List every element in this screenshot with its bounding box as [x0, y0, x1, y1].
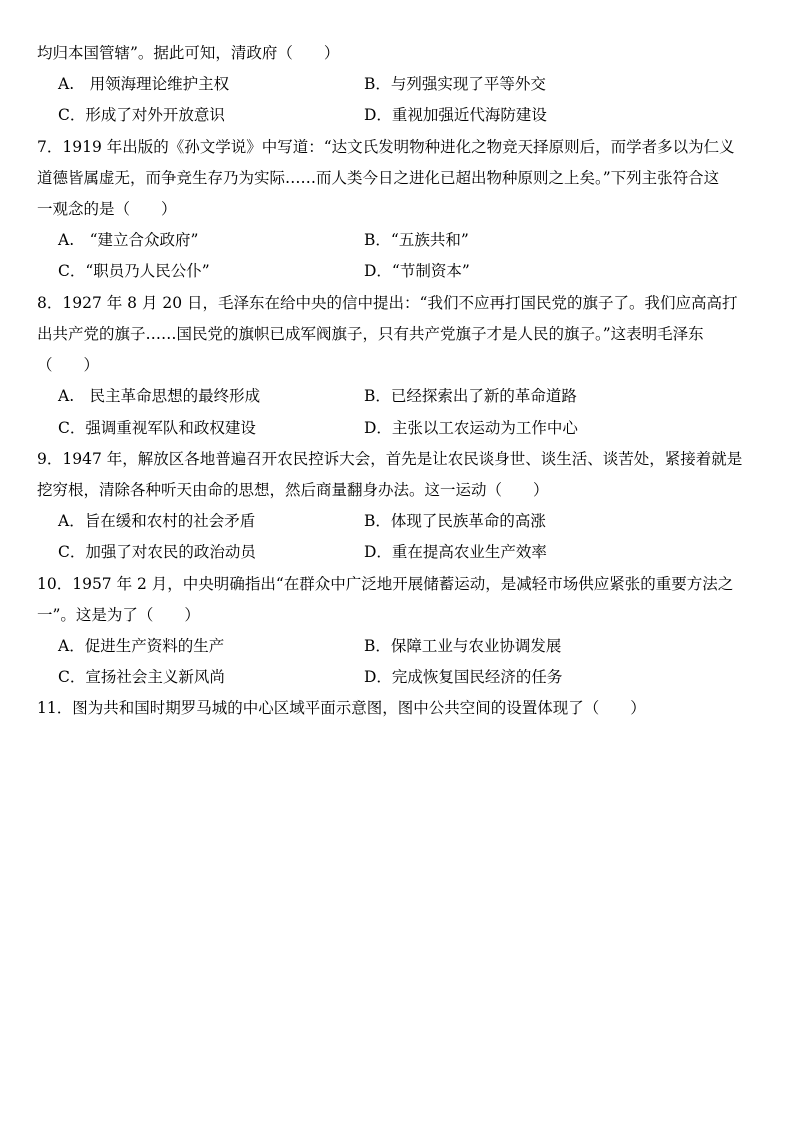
- question-8-line-3: （ ）: [37, 356, 100, 374]
- question-10-line-2: 一”。这是为了（ ）: [37, 606, 200, 624]
- question-7-line-3: 一观念的是（ ）: [37, 200, 177, 218]
- question-10-option-d: D．完成恢复国民经济的任务: [364, 668, 563, 686]
- question-8-option-a: A. 民主革命思想的最终形成: [58, 387, 261, 405]
- question-6-stem-tail: 均归本国管辖”。据此可知，清政府（ ）: [37, 44, 340, 62]
- question-9-option-d: D．重在提高农业生产效率: [364, 543, 547, 561]
- question-7-option-b: B．“五族共和”: [364, 231, 469, 249]
- question-9-option-b: B．体现了民族革命的高涨: [364, 512, 546, 530]
- question-9-option-a: A．旨在缓和农村的社会矛盾: [58, 512, 256, 530]
- question-9-line-1: 9．1947 年，解放区各地普遍召开农民控诉大会，首先是让农民谈身世、谈生活、谈苦处，紧接着就是: [37, 450, 743, 468]
- question-7-option-d: D．“节制资本”: [364, 262, 470, 280]
- question-10-option-a: A．促进生产资料的生产: [58, 637, 225, 655]
- question-10-option-c: C．宣扬社会主义新风尚: [58, 668, 225, 686]
- question-6-option-a: A. 用领海理论维护主权: [58, 75, 230, 93]
- question-6-option-c: C．形成了对外开放意识: [58, 106, 225, 124]
- question-7-line-1: 7．1919 年出版的《孙文学说》中写道：“达文氏发明物种进化之物竞天择原则后，而学者多以为仁义: [37, 138, 735, 156]
- question-7-line-2: 道德皆属虚无，而争竞生存乃为实际……而人类今日之进化已超出物种原则之上矣。”下列主张符合这: [37, 169, 720, 187]
- question-10-option-b: B．保障工业与农业协调发展: [364, 637, 562, 655]
- question-10-line-1: 10．1957 年 2 月，中央明确指出“在群众中广泛地开展储蓄运动，是减轻市场供应紧张的重要方法之: [37, 575, 734, 593]
- question-8-line-2: 出共产党的旗子……国民党的旗帜已成军阀旗子，只有共产党旗子才是人民的旗子。”这表明毛泽东: [37, 325, 704, 343]
- question-6-option-b: B．与列强实现了平等外交: [364, 75, 546, 93]
- question-11-line-1: 11．图为共和国时期罗马城的中心区域平面示意图，图中公共空间的设置体现了（ ）: [37, 699, 646, 717]
- question-9-line-2: 挖穷根，清除各种听天由命的思想，然后商量翻身办法。这一运动（ ）: [37, 481, 549, 499]
- question-7-option-a: A. “建立合众政府”: [58, 231, 199, 249]
- question-8-line-1: 8．1927 年 8 月 20 日，毛泽东在给中央的信中提出：“我们不应再打国民党的旗子了。我们应高高打: [37, 294, 738, 312]
- question-7-option-c: C．“职员乃人民公仆”: [58, 262, 210, 280]
- question-8-option-b: B．已经探索出了新的革命道路: [364, 387, 577, 405]
- question-8-option-c: C．强调重视军队和政权建设: [58, 419, 256, 437]
- question-9-option-c: C．加强了对农民的政治动员: [58, 543, 256, 561]
- question-8-option-d: D．主张以工农运动为工作中心: [364, 419, 578, 437]
- question-6-option-d: D．重视加强近代海防建设: [364, 106, 547, 124]
